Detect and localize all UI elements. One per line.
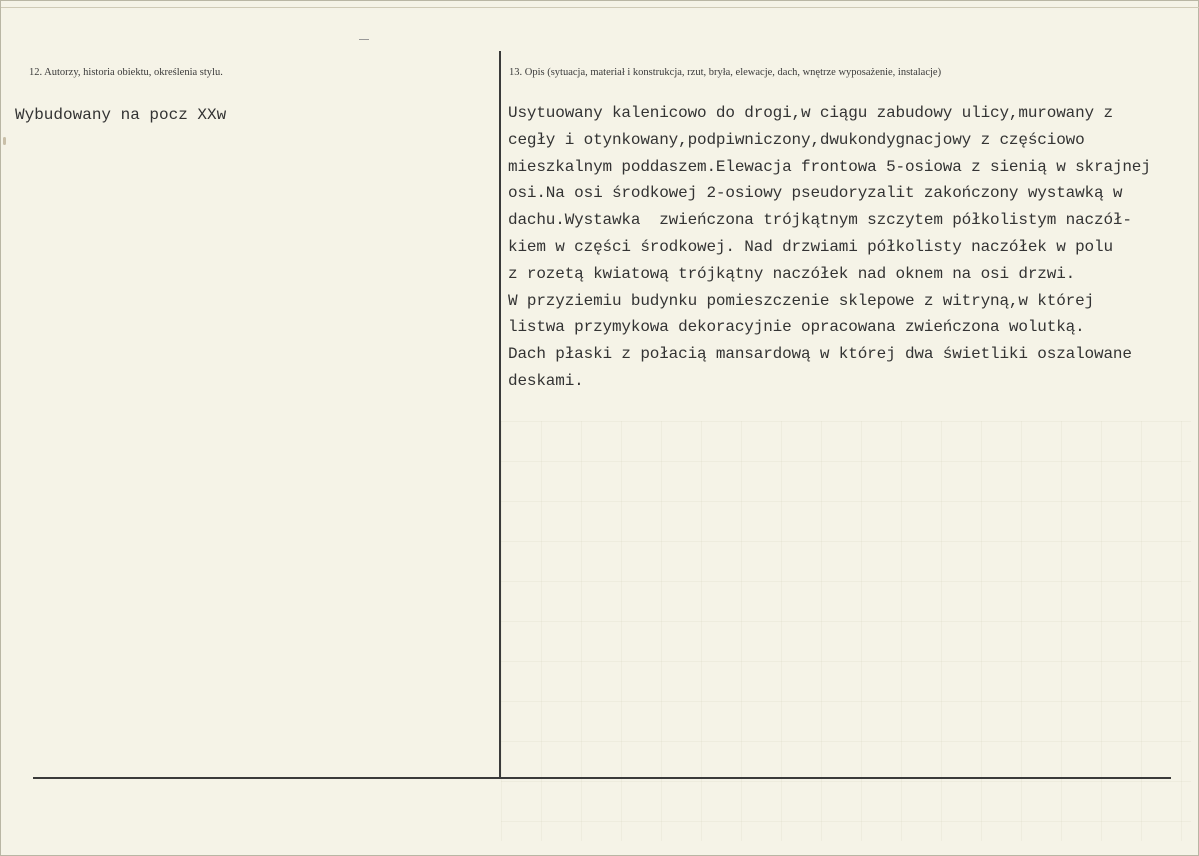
pencil-mark — [359, 39, 369, 40]
bottom-divider — [33, 777, 1171, 779]
description-line: z rozetą kwiatową trójkątny naczółek nad oknem na osi drzwi. — [508, 264, 1076, 283]
top-edge-rule — [1, 7, 1199, 8]
description-line: Dach płaski z połacią mansardową w której dwa świetliki oszalowane — [508, 345, 1132, 364]
description-line: Usytuowany kalenicowo do drogi,w ciągu zabudowy ulicy,murowany z — [508, 104, 1113, 122]
description-line: osi.Na osi środkowej 2-osiowy pseudoryzalit zakończony wystawką w — [508, 184, 1123, 203]
description-line: deskami. — [508, 371, 584, 390]
column-divider — [499, 51, 501, 779]
section-13-heading: 13. Opis (sytuacja, materiał i konstrukcja, rzut, bryła, elewacje, dach, wnętrze wyposażenie, instalacje) — [509, 67, 942, 78]
margin-stain — [3, 137, 6, 145]
description-line: mieszkalnym poddaszem.Elewacja frontowa 5-osiowa z sienią w skrajnej — [508, 157, 1151, 176]
description-line: W przyziemiu budynku pomieszczenie sklepowe z witryną,w której — [508, 291, 1094, 310]
description-line: kiem w części środkowej. Nad drzwiami półkolisty naczółek w polu — [508, 237, 1113, 256]
description-line: listwa przymykowa dekoracyjnie opracowana zwieńczona wolutką. — [508, 318, 1085, 337]
section-12-heading: 12. Autorzy, historia obiektu, określenia stylu. — [29, 67, 223, 78]
description-text-block — [508, 100, 1193, 395]
description-line: dachu.Wystawka zwieńczona trójkątnym szczytem półkolistym naczół- — [508, 211, 1132, 230]
description-line: cegły i otynkowany,podpiwniczony,dwukondygnacjowy z częściowo — [508, 130, 1085, 149]
construction-date-text: Wybudowany na pocz XXw — [15, 106, 227, 124]
